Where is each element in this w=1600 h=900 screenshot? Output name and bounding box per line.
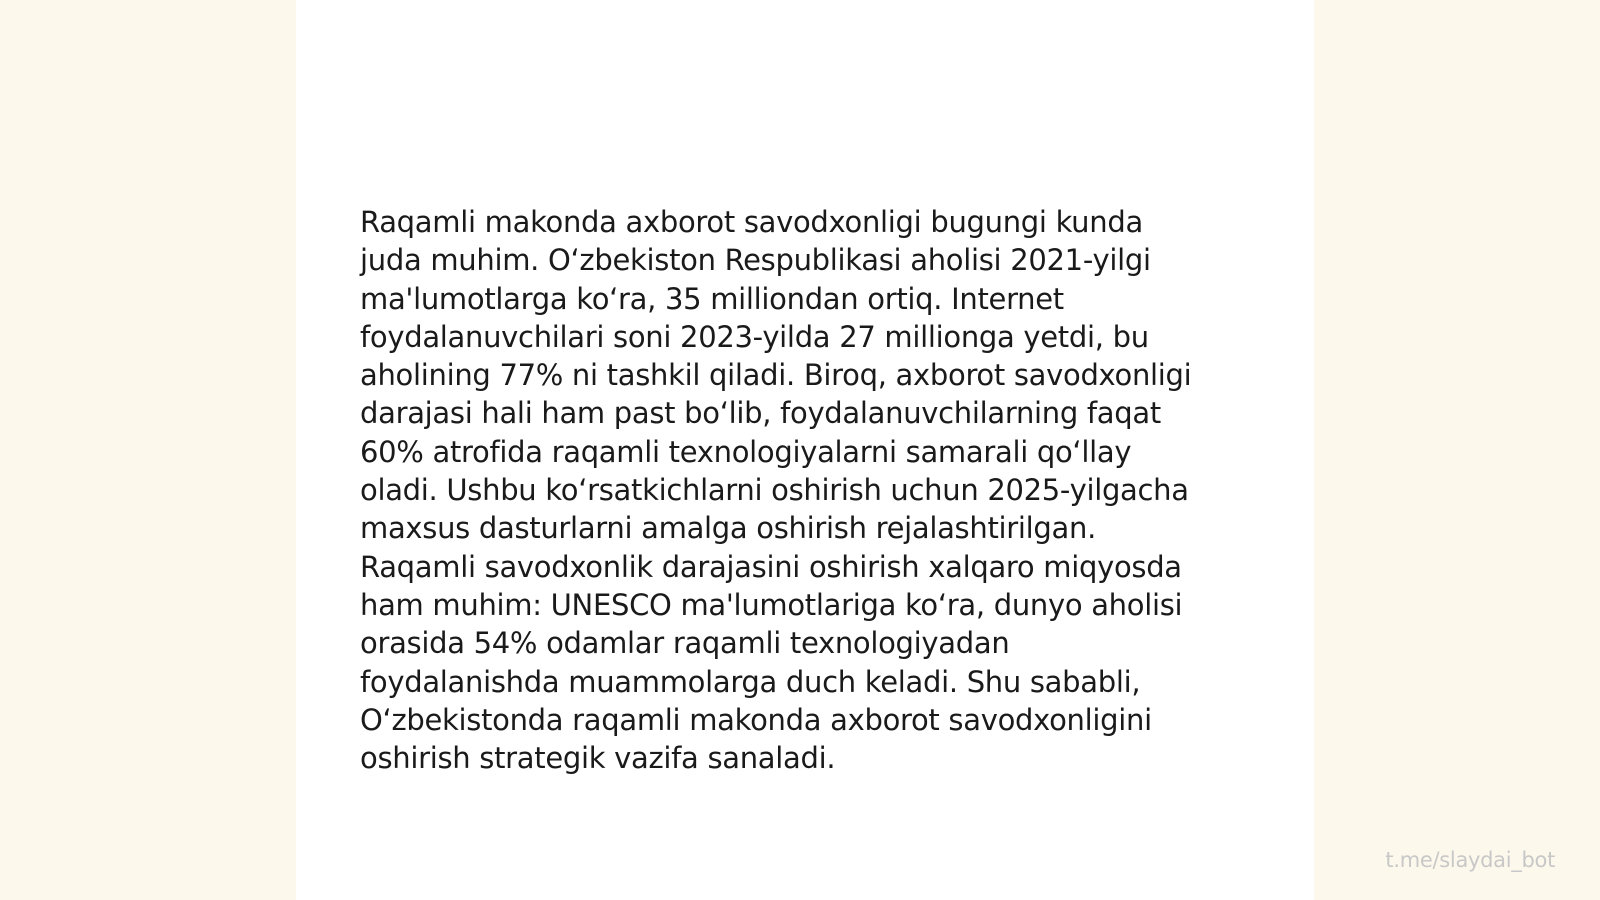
text-line: O‘zbekistonda raqamli makonda axborot savodxonligini [360, 702, 1152, 737]
body-paragraph [360, 203, 1240, 777]
watermark: t.me/slaydai_bot [1385, 848, 1555, 872]
text-line: ma'lumotlarga ko‘ra, 35 milliondan ortiq. Internet [360, 281, 1064, 316]
text-line: orasida 54% odamlar raqamli texnologiyadan [360, 626, 1010, 661]
text-line: ham muhim: UNESCO ma'lumotlariga ko‘ra, dunyo aholisi [360, 587, 1183, 622]
text-line: darajasi hali ham past bo‘lib, foydalanuvchilarning faqat [360, 396, 1161, 431]
text-line: oladi. Ushbu ko‘rsatkichlarni oshirish uchun 2025-yilgacha [360, 473, 1189, 508]
text-line: foydalanuvchilari soni 2023-yilda 27 millionga yetdi, bu [360, 319, 1149, 354]
text-line: Raqamli savodxonlik darajasini oshirish xalqaro miqyosda [360, 549, 1182, 584]
text-line: maxsus dasturlarni amalga oshirish rejalashtirilgan. [360, 511, 1096, 546]
text-line: 60% atrofida raqamli texnologiyalarni samarali qo‘llay [360, 434, 1132, 469]
text-line: oshirish strategik vazifa sanaladi. [360, 741, 836, 776]
text-line: Raqamli makonda axborot savodxonligi bugungi kunda [360, 205, 1143, 239]
text-line: juda muhim. O‘zbekiston Respublikasi aholisi 2021-yilgi [360, 243, 1151, 278]
text-line: foydalanishda muammolarga duch keladi. Shu sababli, [360, 664, 1141, 699]
text-line: aholining 77% ni tashkil qiladi. Biroq, axborot savodxonligi [360, 358, 1192, 393]
